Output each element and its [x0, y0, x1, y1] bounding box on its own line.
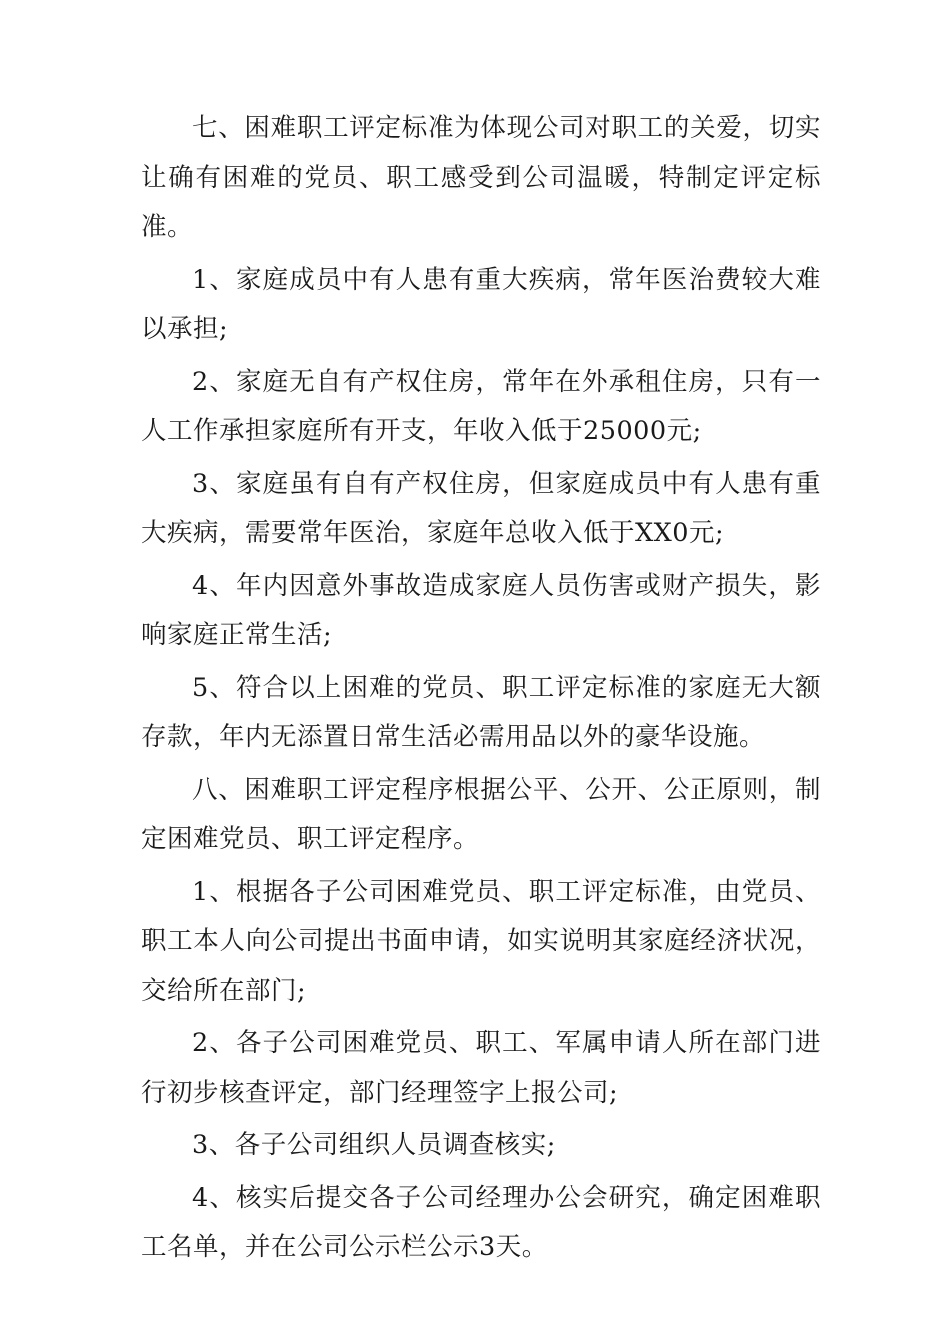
section-8-heading-paragraph: 八、困难职工评定程序根据公平、公开、公正原则，制定困难党员、职工评定程序。: [141, 774, 821, 854]
procedure-4-paragraph: 4、核实后提交各子公司经理办公会研究，确定困难职工名单，并在公司公示栏公示3天。: [141, 1182, 821, 1262]
procedure-3-paragraph: 3、各子公司组织人员调查核实;: [192, 1130, 556, 1160]
procedure-2-paragraph: 2、各子公司困难党员、职工、军属申请人所在部门进行初步核查评定，部门经理签字上报公司;: [141, 1028, 821, 1108]
document-body: [141, 104, 821, 1276]
criterion-1-paragraph: 1、家庭成员中有人患有重大疾病，常年医治费较大难以承担;: [141, 264, 821, 344]
procedure-1-paragraph: 1、根据各子公司困难党员、职工评定标准，由党员、职工本人向公司提出书面申请，如实说明其家庭经济状况，交给所在部门;: [141, 876, 821, 1006]
criterion-3-paragraph: 3、家庭虽有自有产权住房，但家庭成员中有人患有重大疾病，需要常年医治，家庭年总收入低于XX0元;: [141, 468, 821, 548]
criterion-2-paragraph: 2、家庭无自有产权住房，常年在外承租住房，只有一人工作承担家庭所有开支，年收入低于25000元;: [141, 366, 821, 446]
criterion-5-paragraph: 5、符合以上困难的党员、职工评定标准的家庭无大额存款，年内无添置日常生活必需用品以外的豪华设施。: [141, 672, 821, 752]
criterion-4-paragraph: 4、年内因意外事故造成家庭人员伤害或财产损失，影响家庭正常生活;: [141, 570, 821, 650]
section-7-heading-paragraph: 七、困难职工评定标准为体现公司对职工的关爱，切实让确有困难的党员、职工感受到公司温暖，特制定评定标准。: [141, 113, 821, 242]
